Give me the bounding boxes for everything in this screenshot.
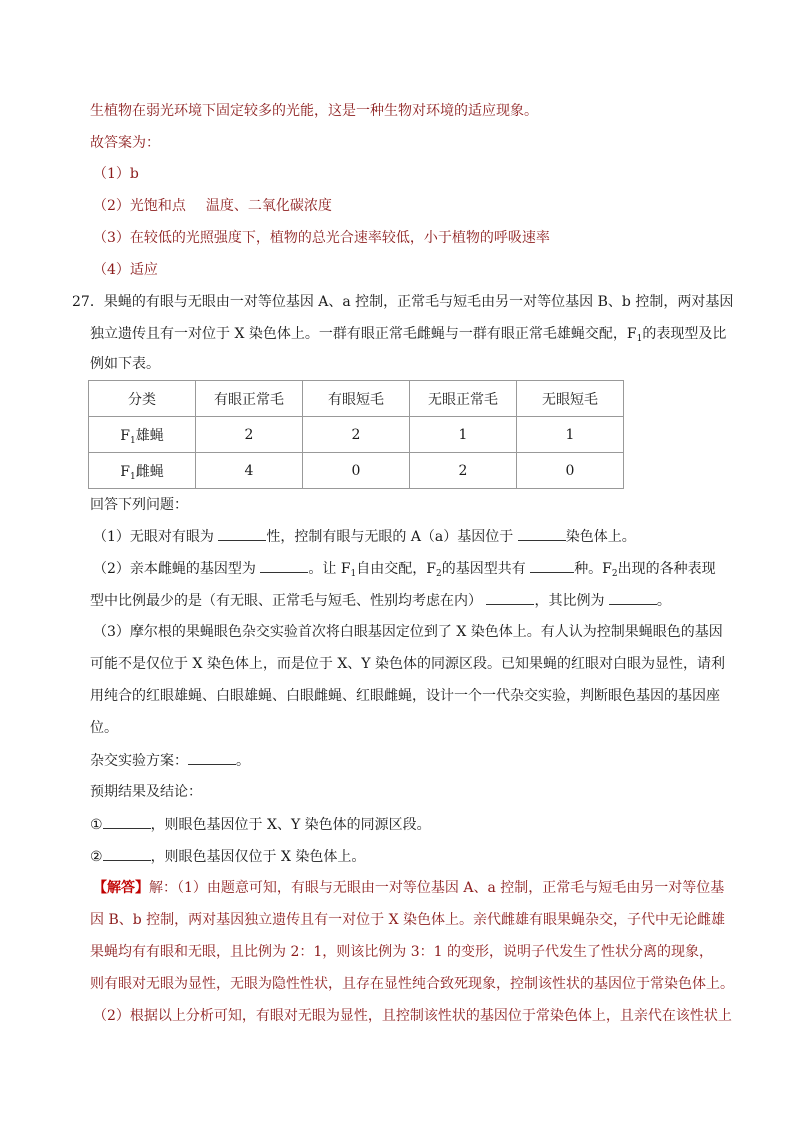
solution-line-5: （2）根据以上分析可知，有眼对无眼为显性，且控制该性状的基因位于常染色体上，且亲代在该性状上 [93,1008,732,1024]
table-cell: 1 [410,417,517,453]
text: 。 [656,593,671,609]
text: 。 [236,753,250,769]
table-cell: 2 [303,417,410,453]
question-27-stem-line-1 [72,292,733,312]
text: ① [90,817,103,833]
answer-item-1: （1）b [93,166,139,182]
prediction-1 [90,814,431,835]
experiment-plan [90,750,250,771]
sub-question-2-line-2 [90,590,671,611]
answer-item-3: （3）在较低的光照强度下，植物的总光合速率较低，小于植物的呼吸速率 [93,230,550,246]
table-cell: 2 [410,453,517,489]
text: ，其比例为 [534,593,605,609]
solution-line-1 [93,878,724,898]
text: 解：（1）由题意可知，有眼与无眼由一对等位基因 A、a 控制，正常毛与短毛由另一对等位基 [149,880,725,896]
solution-line-4: 则有眼对无眼为显性，无眼为隐性性状，且存在显性纯合致死现象，控制该性状的基因位于常染色体上。 [90,976,734,992]
stem-text-1: 果蝇的有眼与无眼由一对等位基因 A、a 控制，正常毛与短毛由另一对等位基因 B、b 控制，两对基因 [103,294,734,310]
subscript: 2 [611,569,618,579]
stem-text-2: 独立遗传且有一对位于 X 染色体上。一群有眼正常毛雌蝇与一群有眼正常毛雄蝇交配，F [90,326,637,342]
table-header-cell: 分类 [89,381,196,417]
answer-blank[interactable] [518,526,566,541]
answer-prompt: 回答下列问题： [90,497,188,513]
text: 型中比例最少的是（有无眼、正常毛与短毛、性别均考虑在内） [90,593,482,609]
text: ② [90,849,103,865]
table-header-cell: 有眼正常毛 [196,381,303,417]
table-header-cell: 有眼短毛 [303,381,410,417]
text: 种。F [574,561,612,577]
sub-question-2 [93,558,716,579]
text: 染色体上。 [565,529,636,545]
table-cell: 1 [517,417,624,453]
solution-tag: 【解答】 [93,880,149,896]
answer-blank[interactable] [260,558,308,573]
answer-item-4: （4）适应 [93,262,158,278]
text: 自由交配，F [356,561,436,577]
text: ，则眼色基因位于 X、Y 染色体的同源区段。 [150,817,431,833]
row-label: $F_1$雄蝇 [89,417,196,453]
phenotype-table [88,380,624,489]
subscript: 1 [636,334,643,344]
solution-line-3: 果蝇均有有眼和无眼，且比例为 2：1，则该比例为 3：1 的变形，说明子代发生了性状分离的现象， [90,944,713,960]
stem-text-2-tail: 的表现型及比 [642,326,727,342]
prev-answer-line: 生植物在弱光环境下固定较多的光能，这是一种生物对环境的适应现象。 [90,103,538,119]
answer-blank[interactable] [486,590,534,605]
question-number: 27． [72,294,104,310]
table-row [89,417,624,453]
answer-blank[interactable] [609,590,657,605]
table-header-row [89,381,624,417]
text: 杂交实验方案： [90,753,188,769]
answer-blank[interactable] [103,846,151,861]
table-cell: 2 [196,417,303,453]
table-header-cell: 无眼短毛 [517,381,624,417]
question-27-stem-line-3: 例如下表。 [90,356,160,372]
table-cell: 0 [517,453,624,489]
text: 。让 F [308,561,351,577]
solution-line-2: 因 B、b 控制，两对基因独立遗传且有一对位于 X 染色体上。亲代雌雄有眼果蝇杂交，子代中无论雌雄 [90,912,726,928]
sub-question-1 [93,526,636,547]
answer-heading: 故答案为： [90,135,160,151]
subscript: 2 [436,569,442,579]
answer-item-2-part1: （2）光饱和点 [93,198,186,214]
table-cell: 4 [196,453,303,489]
text: 性，控制有眼与无眼的 A（a）基因位于 [266,529,514,545]
subscript: 1 [350,569,357,579]
answer-blank[interactable] [188,750,236,765]
answer-blank[interactable] [530,558,574,573]
answer-blank[interactable] [103,814,151,829]
sub-question-3-line-2: 可能不是仅位于 X 染色体上，而是位于 X、Y 染色体的同源区段。已知果蝇的红眼对白眼为显性，请利 [90,656,725,672]
text: （2）亲本雌蝇的基因型为 [93,561,256,577]
prediction-heading: 预期结果及结论： [90,784,202,800]
sub-question-3-line-3: 用纯合的红眼雄蝇、白眼雄蝇、白眼雌蝇、红眼雌蝇，设计一个一代杂交实验，判断眼色基因的基因座 [90,688,720,704]
text: ，则眼色基因仅位于 X 染色体上。 [150,849,366,865]
question-27-stem-line-2 [90,324,726,344]
sub-question-3-line-1: （3）摩尔根的果蝇眼色杂交实验首次将白眼基因定位到了 X 染色体上。有人认为控制果蝇眼色的基因 [93,624,723,640]
table-cell: 0 [303,453,410,489]
table-row [89,453,624,489]
text: 的基因型共有 [441,561,526,577]
table-header-cell: 无眼正常毛 [410,381,517,417]
answer-item-2-part2: 温度、二氧化碳浓度 [205,198,332,214]
text: （1）无眼对有眼为 [93,529,214,545]
prediction-2 [90,846,365,867]
text: 出现的各种表现 [617,561,716,577]
row-label: $F_1$雌蝇 [89,453,196,489]
answer-item-2 [93,196,332,216]
answer-blank[interactable] [218,526,266,541]
sub-question-3-line-4: 位。 [90,720,118,736]
